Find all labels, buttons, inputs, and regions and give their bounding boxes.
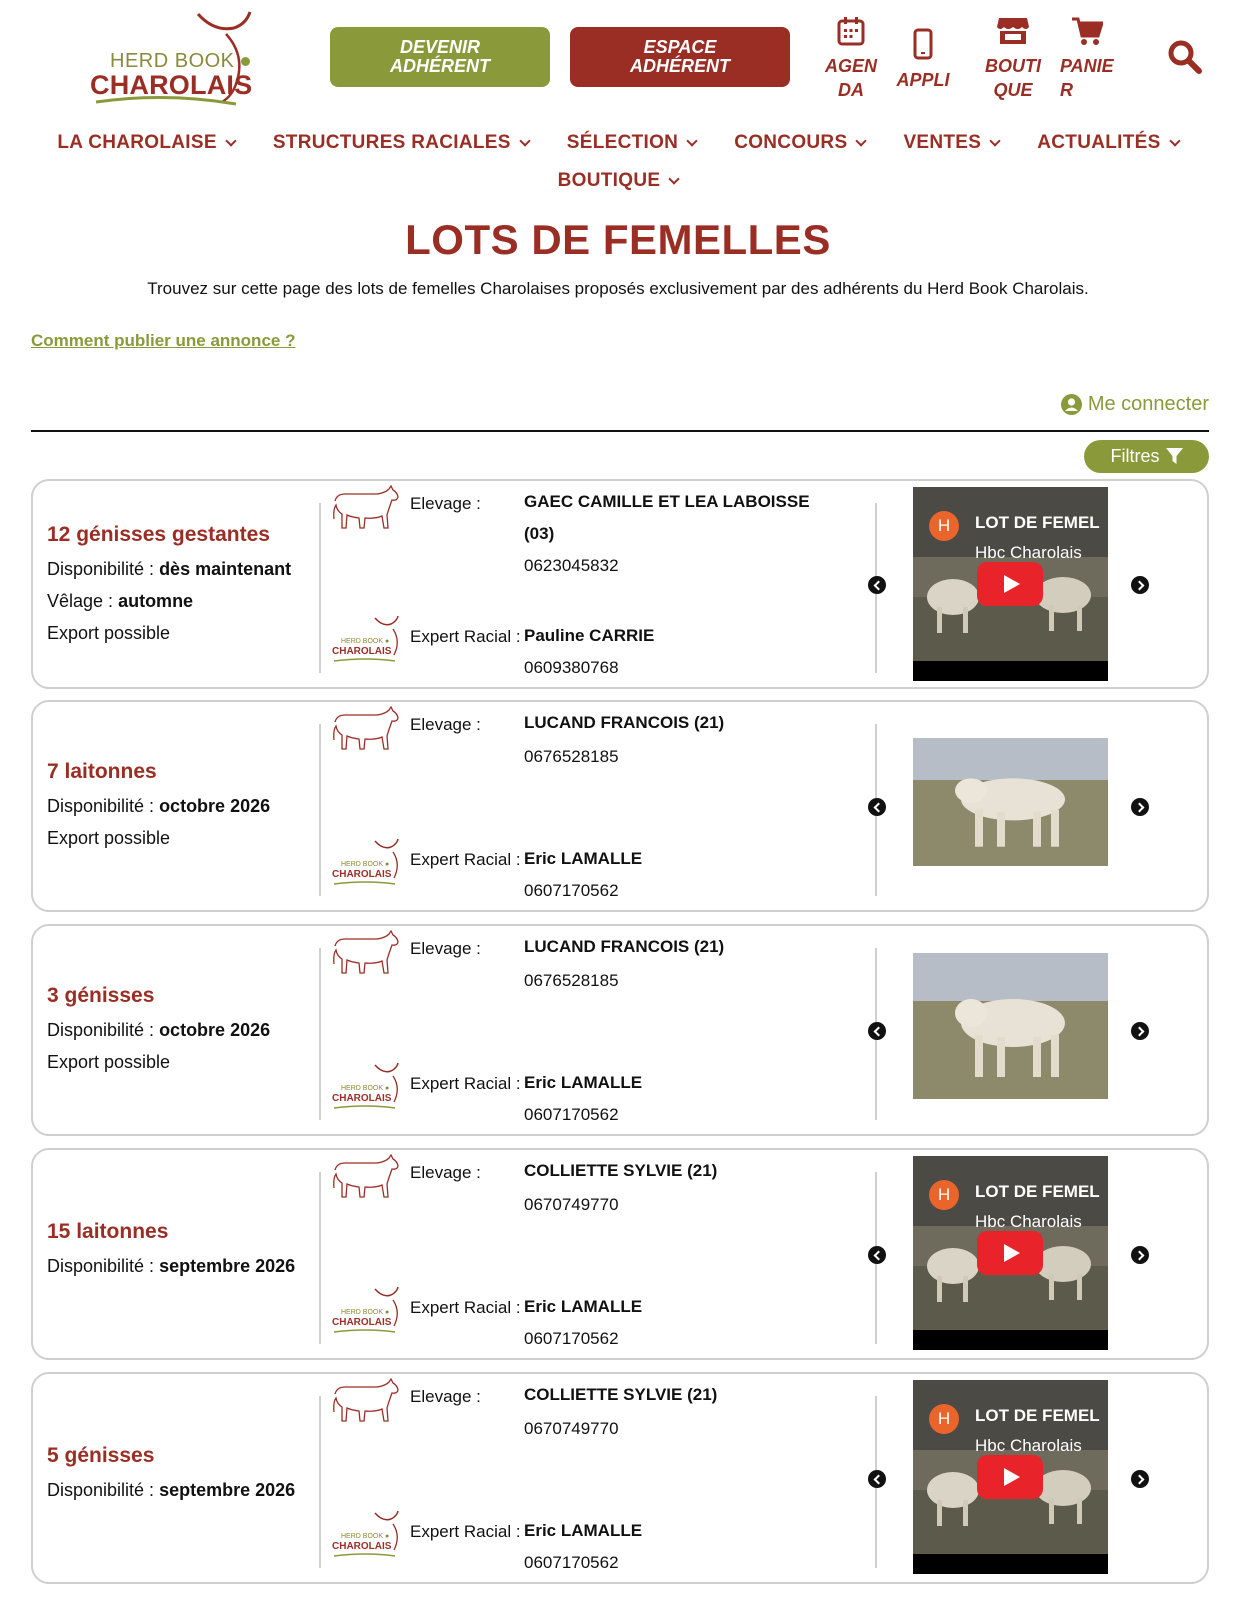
page-title: LOTS DE FEMELLES [405,216,831,263]
video-channel: Hbc Charolais [975,543,1082,562]
main-nav [0,132,1236,154]
elevage-label: Elevage : [410,715,481,734]
expert-phone: 0607170562 [524,1553,619,1572]
card-separator [319,948,321,1120]
phone-icon [913,28,933,60]
video-title: LOT DE FEMEL [975,513,1100,532]
elevage-phone: 0676528185 [524,971,619,990]
cow-icon [331,1154,401,1200]
boutique-link[interactable] [984,16,1042,102]
lot-card[interactable] [31,479,1209,689]
chevron-down-icon [1169,135,1180,146]
boutique-label: BOUTI QUE [985,56,1041,100]
carousel-next-button[interactable] [1131,798,1149,816]
filters-button[interactable] [1084,440,1209,473]
lot-availability: Disponibilité : septembre 2026 [47,1480,296,1500]
chevron-down-icon [669,173,680,184]
lot-photo[interactable] [913,953,1108,1099]
agenda-link[interactable] [822,16,880,102]
expert-name: Eric LAMALLE [524,1297,643,1316]
expert-label: Expert Racial : [410,627,521,646]
appli-link[interactable] [894,28,952,92]
espace-adherent-button[interactable]: ESPACE ADHÉRENT [570,27,790,87]
cow-icon [331,706,401,752]
lot-export: Export possible [47,1052,171,1072]
elevage-name: LUCAND FRANCOIS (21) [524,937,725,956]
elevage-phone: 0670749770 [524,1419,619,1438]
main-nav-row2 [0,170,1236,192]
expert-label: Expert Racial : [410,850,521,869]
nav-la-charolaise[interactable]: LA CHAROLAISE [57,132,234,154]
howto-publish-link[interactable]: Comment publier une annonce ? [31,331,296,350]
elevage-phone: 0676528185 [524,747,619,766]
play-icon[interactable] [977,1231,1043,1275]
cow-icon [331,930,401,976]
nav-ventes[interactable]: VENTES [903,132,999,154]
lot-availability: Disponibilité : septembre 2026 [47,1256,296,1276]
video-channel: Hbc Charolais [975,1212,1082,1231]
expert-phone: 0607170562 [524,1105,619,1124]
chevron-down-icon [687,135,698,146]
lot-availability: Disponibilité : octobre 2026 [47,796,271,816]
elevage-label: Elevage : [410,1163,481,1182]
carousel-prev-button[interactable] [868,798,886,816]
lot-card[interactable] [31,924,1209,1136]
card-separator [319,724,321,896]
nav-concours[interactable]: CONCOURS [734,132,865,154]
chevron-down-icon [519,135,530,146]
search-icon[interactable] [1168,40,1202,74]
carousel-prev-button[interactable] [868,1470,886,1488]
lot-card[interactable] [31,700,1209,912]
chevron-down-icon [990,135,1001,146]
lot-title[interactable]: 5 génisses [47,1444,155,1467]
card-separator [319,503,321,673]
herd-book-mini-logo: HERD BOOK ● CHAROLAIS [331,838,401,888]
nav-boutique[interactable]: BOUTIQUE [558,170,679,192]
page-intro: Trouvez sur cette page des lots de femelles Charolaises proposés exclusivement par des adhérents du Herd Book Charolais. [147,279,1089,298]
nav-actualites[interactable]: ACTUALITÉS [1037,132,1178,154]
lot-card[interactable] [31,1148,1209,1360]
carousel-prev-button[interactable] [868,1246,886,1264]
agenda-label: AGEN DA [824,56,877,100]
elevage-label: Elevage : [410,1387,481,1406]
expert-name: Eric LAMALLE [524,1073,643,1092]
elevage-label: Elevage : [410,494,481,513]
carousel-next-button[interactable] [1131,576,1149,594]
elevage-label: Elevage : [410,939,481,958]
user-circle-icon [1061,394,1082,415]
play-icon[interactable] [977,1455,1043,1499]
logo-line1: HERD BOOK [110,50,250,73]
herd-book-mini-logo: HERD BOOK ● CHAROLAIS [331,615,401,665]
herd-book-mini-logo: HERD BOOK ● CHAROLAIS [331,1510,401,1560]
lot-title[interactable]: 3 génisses [47,984,155,1007]
elevage-name: COLLIETTE SYLVIE (21) [524,1161,718,1180]
lot-export: Export possible [47,828,171,848]
carousel-next-button[interactable] [1131,1022,1149,1040]
play-icon[interactable] [977,562,1043,606]
expert-phone: 0607170562 [524,1329,619,1348]
expert-name: Eric LAMALLE [524,1521,643,1540]
divider [31,430,1209,432]
login-link[interactable] [1061,393,1209,416]
filters-label: Filtres [1110,446,1160,466]
calendar-icon [837,16,865,46]
lot-calving: Vêlage : automne [47,591,194,611]
lot-availability: Disponibilité : dès maintenant [47,559,292,579]
nav-selection[interactable]: SÉLECTION [567,132,696,154]
video-channel: Hbc Charolais [975,1436,1082,1455]
cart-icon [1071,16,1103,46]
video-title: LOT DE FEMEL [975,1406,1100,1425]
carousel-prev-button[interactable] [868,576,886,594]
nav-structures-raciales[interactable]: STRUCTURES RACIALES [273,132,529,154]
chevron-down-icon [856,135,867,146]
elevage-name: COLLIETTE SYLVIE (21) [524,1385,718,1404]
video-player[interactable] [913,1156,1108,1350]
login-label: Me connecter [1087,393,1209,415]
lot-export: Export possible [47,623,171,643]
video-title: LOT DE FEMEL [975,1182,1100,1201]
site-logo[interactable] [86,6,256,108]
elevage-name: LUCAND FRANCOIS (21) [524,713,725,732]
video-player[interactable] [913,487,1108,681]
appli-label: APPLI [896,70,950,90]
logo-line2: CHAROLAIS [90,70,253,100]
filter-icon [1166,448,1183,465]
lot-card[interactable] [31,1372,1209,1584]
card-separator [319,1396,321,1568]
expert-label: Expert Racial : [410,1522,521,1541]
channel-avatar: H [929,1404,959,1434]
lot-title[interactable]: 15 laitonnes [47,1220,169,1243]
expert-label: Expert Racial : [410,1074,521,1093]
panier-link[interactable] [1056,16,1118,102]
carousel-next-button[interactable] [1131,1246,1149,1264]
chevron-down-icon [225,135,236,146]
herd-book-mini-logo: HERD BOOK ● CHAROLAIS [331,1286,401,1336]
cow-icon [331,1378,401,1424]
carousel-prev-button[interactable] [868,1022,886,1040]
cow-icon [331,485,401,531]
channel-avatar: H [929,1180,959,1210]
elevage-name: GAEC CAMILLE ET LEA LABOISSE (03) [524,492,810,543]
expert-label: Expert Racial : [410,1298,521,1317]
expert-name: Pauline CARRIE [524,626,655,645]
expert-name: Eric LAMALLE [524,849,643,868]
lot-title[interactable]: 7 laitonnes [47,760,157,783]
elevage-phone: 0670749770 [524,1195,619,1214]
channel-avatar: H [929,511,959,541]
elevage-phone: 0623045832 [524,556,619,575]
video-player[interactable] [913,1380,1108,1574]
lot-title[interactable]: 12 génisses gestantes [47,523,270,546]
panier-label: PANIE R [1060,56,1114,100]
devenir-adherent-button[interactable]: DEVENIR ADHÉRENT [330,27,550,87]
card-separator [319,1172,321,1344]
expert-phone: 0607170562 [524,881,619,900]
carousel-next-button[interactable] [1131,1470,1149,1488]
lot-availability: Disponibilité : octobre 2026 [47,1020,271,1040]
expert-phone: 0609380768 [524,658,619,677]
herd-book-mini-logo: HERD BOOK ● CHAROLAIS [331,1062,401,1112]
lot-photo[interactable] [913,738,1108,866]
shop-icon [996,16,1030,46]
